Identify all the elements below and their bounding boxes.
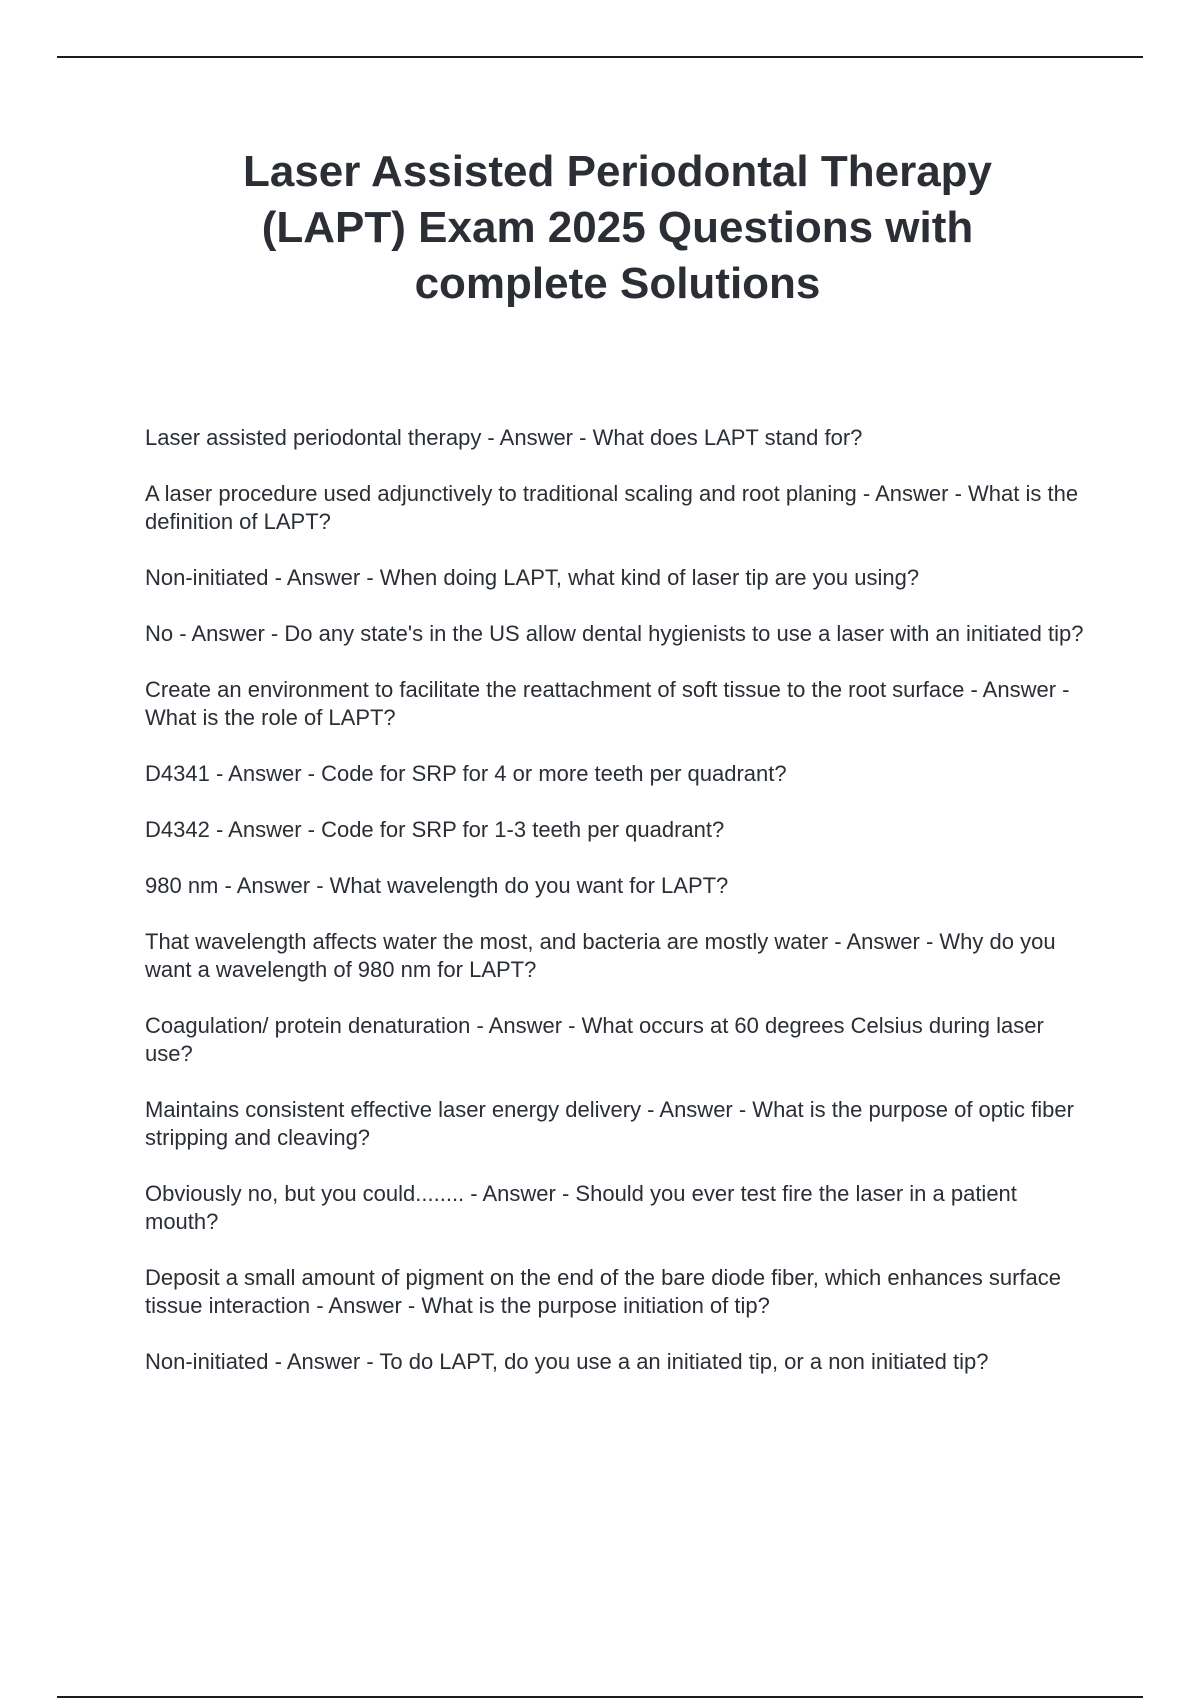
title-line: (LAPT) Exam 2025 Questions with (261, 203, 974, 252)
title-line: complete Solutions (414, 259, 821, 308)
top-divider (57, 56, 1143, 58)
qa-item: Coagulation/ protein denaturation - Answer - What occurs at 60 degrees Celsius during laser use? (145, 1013, 1044, 1066)
qa-item: That wavelength affects water the most, and bacteria are mostly water - Answer - Why do you want a wavelength of 980 nm for LAPT? (145, 929, 1056, 982)
qa-item: Non-initiated - Answer - To do LAPT, do you use a an initiated tip, or a non initiated tip? (145, 1349, 989, 1374)
qa-item: Deposit a small amount of pigment on the end of the bare diode fiber, which enhances surface tissue interaction - Answer - What is the purpose initiation of tip? (145, 1265, 1062, 1318)
qa-item: A laser procedure used adjunctively to traditional scaling and root planing - Answer - What is the definition of LAPT? (145, 481, 1079, 534)
qa-item: Non-initiated - Answer - When doing LAPT, what kind of laser tip are you using? (145, 565, 920, 590)
qa-item: D4342 - Answer - Code for SRP for 1-3 teeth per quadrant? (145, 817, 725, 842)
qa-item: Maintains consistent effective laser energy delivery - Answer - What is the purpose of optic fiber stripping and cleaving? (145, 1097, 1074, 1150)
title-line: Laser Assisted Periodontal Therapy (242, 147, 993, 196)
qa-item: 980 nm - Answer - What wavelength do you want for LAPT? (145, 873, 729, 898)
qa-item: Create an environment to facilitate the reattachment of soft tissue to the root surface - Answer - What is the role of LAPT? (145, 677, 1070, 730)
qa-item: D4341 - Answer - Code for SRP for 4 or more teeth per quadrant? (145, 761, 787, 786)
qa-item: Laser assisted periodontal therapy - Answer - What does LAPT stand for? (145, 425, 863, 450)
document-title (150, 144, 1085, 312)
qa-list (145, 424, 1095, 1404)
qa-item: Obviously no, but you could........ - Answer - Should you ever test fire the laser in a patient mouth? (145, 1181, 1017, 1234)
qa-item: No - Answer - Do any state's in the US allow dental hygienists to use a laser with an initiated tip? (145, 621, 1084, 646)
bottom-divider (57, 1696, 1143, 1698)
